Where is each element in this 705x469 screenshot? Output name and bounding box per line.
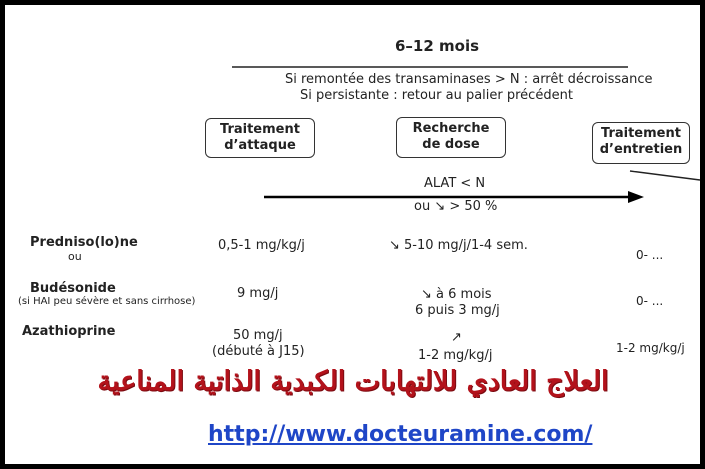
phase-attack-line2: d’attaque <box>224 138 296 153</box>
phase-box-maintenance <box>592 122 690 164</box>
drug-name-azathioprine: Azathioprine <box>22 324 116 339</box>
rule-note-1: Si remontée des transaminases > N : arrêt décroissance <box>285 72 653 87</box>
drug-name-budesonide: Budésonide <box>30 281 116 296</box>
maintenance-budesonide: 0- ... <box>636 294 664 308</box>
attack-dose2-azathioprine: (débuté à J15) <box>212 344 305 359</box>
attack-dose-prednisone: 0,5-1 mg/kg/j <box>218 238 305 253</box>
phase-dose-line1: Recherche <box>412 121 490 136</box>
phase-box-attack <box>205 118 315 158</box>
site-url-link[interactable]: http://www.docteuramine.com/ <box>208 422 593 447</box>
progress-arrow-head <box>628 191 644 203</box>
phase-attack-line1: Traitement <box>220 122 300 137</box>
search-dose-azathioprine: ↗ <box>451 330 462 345</box>
maintenance-azathioprine: 1-2 mg/kg/j <box>616 341 685 355</box>
arrow-label-2: ou ↘ > 50 % <box>414 199 498 214</box>
drug-sub-prednisone: ou <box>68 250 82 263</box>
attack-dose-azathioprine: 50 mg/j <box>233 328 283 343</box>
drug-sub-budesonide: (si HAI peu sévère et sans cirrhose) <box>18 296 196 307</box>
maintenance-prednisone: 0- ... <box>636 248 664 262</box>
drug-name-prednisone: Predniso(lo)ne <box>30 235 138 250</box>
attack-dose-budesonide: 9 mg/j <box>237 286 279 301</box>
maintenance-slant-line <box>630 171 700 180</box>
rule-note-2: Si persistante : retour au palier précédent <box>300 88 573 103</box>
phase-maintenance-line1: Traitement <box>601 126 681 141</box>
search-dose2-budesonide: 6 puis 3 mg/j <box>415 303 500 318</box>
period-label: 6–12 mois <box>395 37 480 55</box>
arabic-title: العلاج العادي للالتهابات الكبدية الذاتية المناعية <box>97 366 609 397</box>
search-dose-prednisone: ↘ 5-10 mg/j/1-4 sem. <box>389 238 528 253</box>
search-dose2-azathioprine: 1-2 mg/kg/j <box>418 348 493 363</box>
arrow-label-1: ALAT < N <box>424 176 486 191</box>
phase-box-dose <box>396 117 506 158</box>
phase-dose-line2: de dose <box>422 137 480 152</box>
phase-maintenance-line2: d’entretien <box>599 142 683 157</box>
search-dose-budesonide: ↘ à 6 mois <box>421 287 492 302</box>
